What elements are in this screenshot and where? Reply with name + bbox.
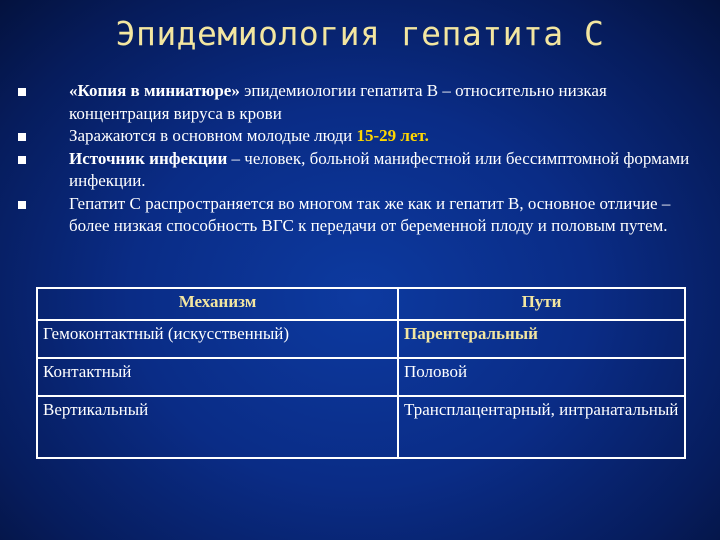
square-bullet-icon (18, 201, 26, 209)
mechanism-cell: Вертикальный (37, 396, 398, 458)
transmission-table (36, 287, 686, 459)
bullet-item-4 (18, 193, 708, 238)
table-row (37, 396, 685, 458)
path-cell: Трансплацентарный, интранатальный (398, 396, 685, 458)
path-cell: Половой (398, 358, 685, 396)
table-row (37, 320, 685, 358)
mechanism-cell: Контактный (37, 358, 398, 396)
bullet-item-3 (18, 148, 708, 193)
bullet-text: Гепатит С распространяется во многом так же как и гепатит В, основное отличие – более низкая способность ВГС к передачи от беременной плоду и половым путем. (69, 193, 671, 235)
bullet-lead: «Копия в миниатюре» (69, 81, 240, 100)
header-paths: Пути (398, 288, 685, 320)
bullet-text: Заражаются в основном молодые люди (69, 126, 357, 145)
age-highlight: 15-29 лет. (356, 126, 429, 145)
bullet-text: – человек, больной манифестной или бессимптомной формами инфекции. (69, 148, 690, 190)
table-header-row (37, 288, 685, 320)
bullet-lead: Источник инфекции (69, 148, 228, 168)
bullet-item-1 (18, 80, 708, 125)
bullet-list (18, 80, 708, 238)
square-bullet-icon (18, 156, 26, 164)
bullet-item-2 (18, 125, 708, 148)
bullet-text: эпидемиологии гепатита В – относительно низкая концентрация вируса в крови (69, 81, 607, 123)
header-mechanism: Механизм (37, 288, 398, 320)
path-cell: Парентеральный (398, 320, 685, 358)
square-bullet-icon (18, 133, 26, 141)
slide-title: Эпидемиология гепатита С (115, 14, 605, 53)
square-bullet-icon (18, 88, 26, 96)
table-row (37, 358, 685, 396)
mechanism-cell: Гемоконтактный (искусственный) (37, 320, 398, 358)
